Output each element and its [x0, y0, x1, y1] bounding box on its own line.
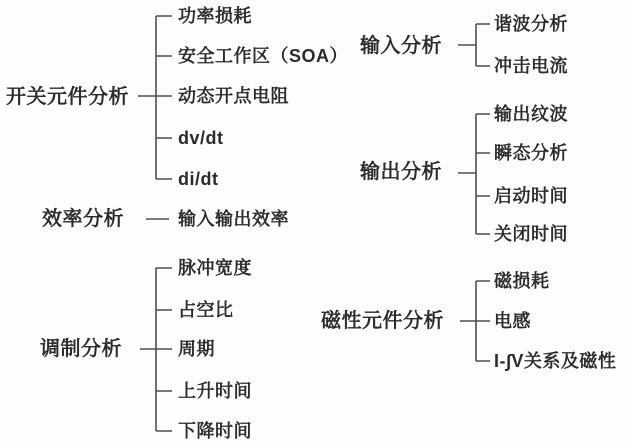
node-inductance: 电感 — [494, 311, 531, 331]
node-iv-relation-magnetism: I-∫V关系及磁性 — [494, 351, 617, 371]
connector-output-analysis — [458, 114, 490, 234]
node-harmonic-analysis: 谐波分析 — [494, 14, 568, 34]
connector-switch-component-analysis — [138, 16, 172, 179]
node-magnetic-loss: 磁损耗 — [494, 271, 550, 291]
node-input-analysis: 输入分析 — [360, 35, 442, 57]
node-dv-dt: dv/dt — [178, 128, 224, 148]
connector-modulation-analysis — [140, 268, 172, 431]
node-transient-analysis: 瞬态分析 — [494, 143, 568, 163]
node-output-analysis: 输出分析 — [360, 161, 442, 183]
node-modulation-analysis: 调制分析 — [40, 338, 122, 360]
node-magnetic-component-analysis: 磁性元件分析 — [321, 310, 444, 332]
node-startup-time: 启动时间 — [494, 186, 568, 206]
node-dynamic-on-resistance: 动态开点电阻 — [178, 86, 289, 106]
node-safe-operating-area: 安全工作区（SOA） — [178, 46, 349, 66]
node-shutdown-time: 关闭时间 — [494, 224, 568, 244]
node-switch-component-analysis: 开关元件分析 — [6, 86, 129, 108]
node-efficiency-analysis: 效率分析 — [42, 208, 124, 230]
node-period: 周期 — [178, 339, 215, 359]
node-power-loss: 功率损耗 — [178, 6, 252, 26]
node-rise-time: 上升时间 — [178, 381, 252, 401]
node-duty-cycle: 占空比 — [178, 300, 234, 320]
node-fall-time: 下降时间 — [178, 421, 252, 441]
connector-magnetic-component-analysis — [460, 281, 490, 361]
node-di-dt: di/dt — [178, 169, 219, 189]
node-output-ripple: 输出纹波 — [494, 104, 568, 124]
connector-input-analysis — [458, 24, 490, 66]
node-input-output-efficiency: 输入输出效率 — [178, 209, 289, 229]
node-inrush-current: 冲击电流 — [494, 56, 568, 76]
node-pulse-width: 脉冲宽度 — [178, 258, 252, 278]
